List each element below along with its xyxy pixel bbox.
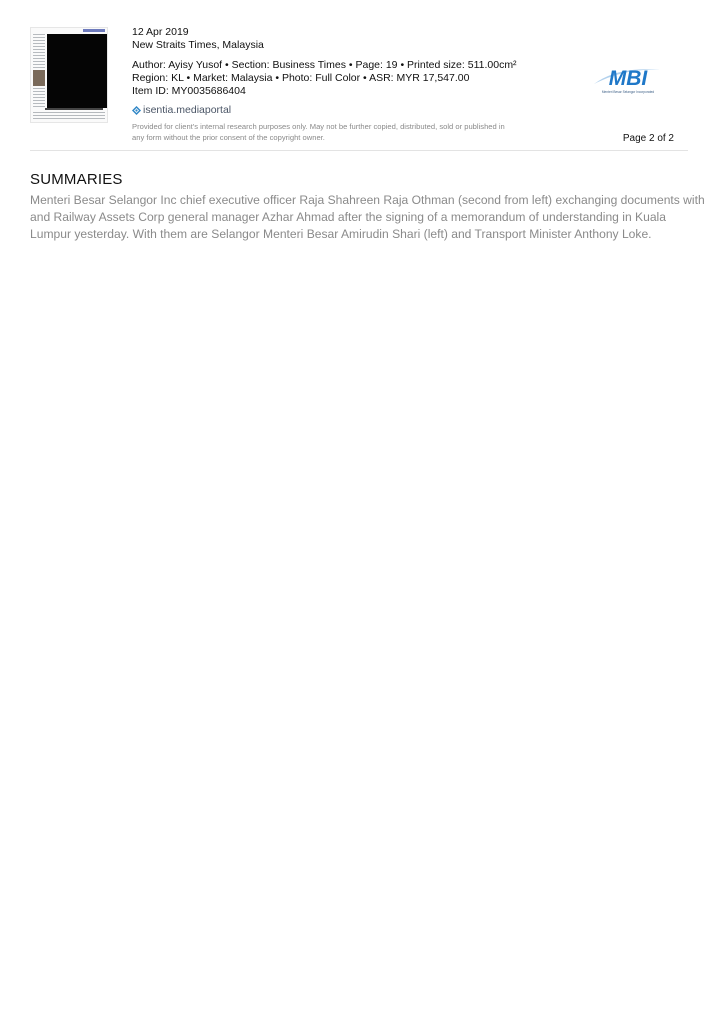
thumbnail-redacted-area xyxy=(47,34,107,108)
item-id: Item ID: MY0035686404 xyxy=(132,85,246,97)
copyright-disclaimer xyxy=(132,121,552,143)
clipping-thumbnail[interactable] xyxy=(30,27,108,123)
logo-subtext: Menteri Besar Selangor Incorporated xyxy=(601,90,655,94)
provider-brand xyxy=(132,104,231,116)
mbi-logo xyxy=(588,62,668,96)
disclaimer-line: Provided for client's internal research purposes only. May not be further copied, distributed, sold or published in xyxy=(132,122,505,131)
article-details-line1: Author: Ayisy Yusof • Section: Business Times • Page: 19 • Printed size: 511.00cm² xyxy=(132,59,517,71)
provider-name: isentia.mediaportal xyxy=(143,104,232,116)
article-date: 12 Apr 2019 xyxy=(132,26,189,38)
thumbnail-footer-text xyxy=(33,112,105,120)
thumbnail-masthead xyxy=(83,29,105,32)
article-metadata xyxy=(132,26,562,98)
page-number: Page 2 of 2 xyxy=(622,133,674,144)
header-divider xyxy=(30,150,688,151)
isentia-logo-icon xyxy=(132,106,141,115)
thumbnail-photo xyxy=(33,70,45,86)
disclaimer-line: any form without the prior consent of the copyright owner. xyxy=(132,133,325,142)
summary-text: Menteri Besar Selangor Inc chief executive officer Raja Shahreen Raja Othman (second from left) exchanging documents with and Railway Assets Corp general manager Azhar Ahmad after the signing of a memorandum of understanding in Kuala Lumpur yesterday. With them are Selangor Menteri Besar Amirudin Shari (left) and Transport Minister Anthony Loke. xyxy=(30,193,705,241)
thumbnail-caption xyxy=(45,108,103,110)
thumbnail-text-column xyxy=(33,34,45,68)
thumbnail-text-column xyxy=(33,88,45,108)
publication-name: New Straits Times, Malaysia xyxy=(132,39,264,51)
article-details-line2: Region: KL • Market: Malaysia • Photo: Full Color • ASR: MYR 17,547.00 xyxy=(132,72,470,84)
section-heading: SUMMARIES xyxy=(30,171,123,188)
logo-text: MBI xyxy=(608,67,648,90)
